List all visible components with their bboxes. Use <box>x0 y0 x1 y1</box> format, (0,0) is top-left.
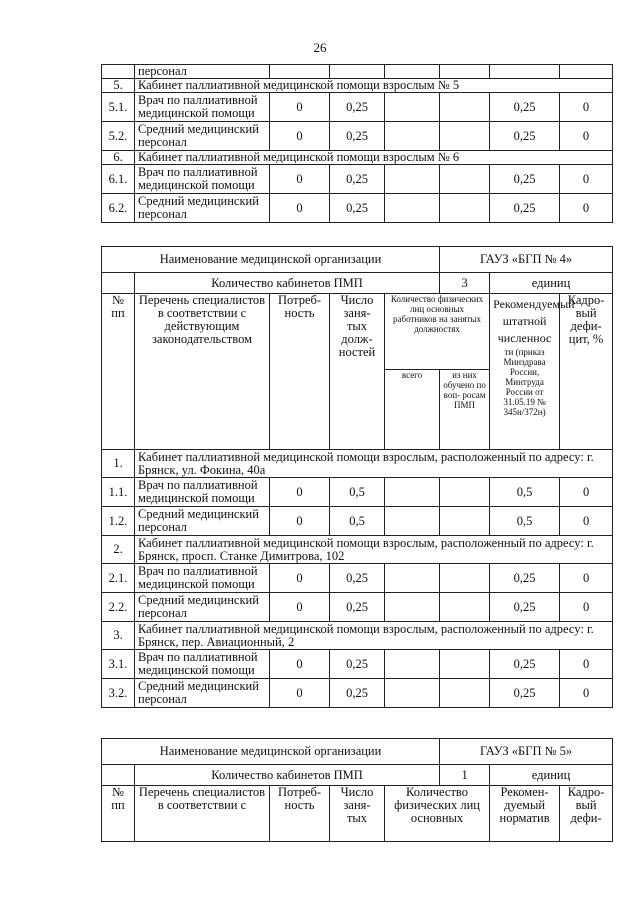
row-deficit: 0 <box>560 679 613 708</box>
table-row <box>102 122 613 151</box>
section-number: 6. <box>102 151 135 165</box>
org-label: Наименование медицинской организации <box>102 247 440 273</box>
row-need: 0 <box>270 564 330 593</box>
row-recommended: 0,25 <box>490 564 560 593</box>
row-trained <box>440 93 490 122</box>
row-trained <box>440 679 490 708</box>
row-need: 0 <box>270 93 330 122</box>
row-need: 0 <box>270 593 330 622</box>
row-specialist: Врач по паллиативной медицинской помощи <box>135 93 270 122</box>
row-specialist: Врач по паллиативной медицинской помощи <box>135 564 270 593</box>
row-trained <box>440 478 490 507</box>
header-recommended <box>490 294 575 450</box>
row-recommended: 0,25 <box>490 165 560 194</box>
staffing-table-bgp5 <box>101 738 613 842</box>
row-trained <box>440 650 490 679</box>
row-total <box>385 564 440 593</box>
row-need: 0 <box>270 122 330 151</box>
row-recommended: 0,25 <box>490 593 560 622</box>
row-number: 6.2. <box>102 194 135 223</box>
row-specialist: Средний медицинский персонал <box>135 194 270 223</box>
section-row <box>102 450 613 478</box>
row-recommended: 0,5 <box>490 507 560 536</box>
cabinet-count-unit: единиц <box>490 273 613 294</box>
row-empty <box>440 65 490 79</box>
row-positions: 0,5 <box>330 478 385 507</box>
row-deficit: 0 <box>560 194 613 223</box>
row-need: 0 <box>270 679 330 708</box>
row-need: 0 <box>270 478 330 507</box>
row-number: 2.2. <box>102 593 135 622</box>
section-row <box>102 536 613 564</box>
header-positions: Число заня- тых долж- ностей <box>330 294 385 450</box>
row-empty <box>330 65 385 79</box>
row-need: 0 <box>270 165 330 194</box>
table-row <box>102 165 613 194</box>
row-trained <box>440 194 490 223</box>
table-row <box>102 93 613 122</box>
row-total <box>385 507 440 536</box>
section-row <box>102 151 613 165</box>
cabinet-count-value: 1 <box>440 765 490 786</box>
row-specialist: Средний медицинский персонал <box>135 679 270 708</box>
row-number: 3.1. <box>102 650 135 679</box>
header-need: Потреб- ность <box>270 294 330 450</box>
row-positions: 0,5 <box>330 507 385 536</box>
row-deficit: 0 <box>560 478 613 507</box>
row-positions: 0,25 <box>330 93 385 122</box>
header-trained: из них обучено по воп- росам ПМП <box>440 370 490 450</box>
org-name: ГАУЗ «БГП № 5» <box>440 739 613 765</box>
section-number: 5. <box>102 79 135 93</box>
cabinet-count-label: Количество кабинетов ПМП <box>135 273 440 294</box>
header-specialists: Перечень специалистов в соответствии с <box>135 786 270 842</box>
table-row <box>102 593 613 622</box>
row-positions: 0,25 <box>330 593 385 622</box>
staffing-table-bgp4 <box>101 246 613 708</box>
header-employee-count: Количество физических лиц основных работников на занятых должностях <box>385 294 490 370</box>
cabinet-count-label: Количество кабинетов ПМП <box>135 765 440 786</box>
row-total <box>385 478 440 507</box>
row-empty <box>385 65 440 79</box>
row-total <box>385 194 440 223</box>
row-number <box>102 65 135 79</box>
row-number: 5.2. <box>102 122 135 151</box>
row-total <box>385 93 440 122</box>
header-positions: Число заня- тых <box>330 786 385 842</box>
row-positions: 0,25 <box>330 122 385 151</box>
row-trained <box>440 122 490 151</box>
header-specialists: Перечень специалистов в соответствии с действующим законодательством <box>135 294 270 450</box>
table-row <box>102 679 613 708</box>
header-number: № пп <box>102 786 135 842</box>
section-number: 1. <box>102 450 135 478</box>
org-label: Наименование медицинской организации <box>102 739 440 765</box>
section-number: 2. <box>102 536 135 564</box>
row-specialist: Средний медицинский персонал <box>135 122 270 151</box>
page-number: 26 <box>313 40 327 55</box>
row-specialist: Врач по паллиативной медицинской помощи <box>135 478 270 507</box>
row-empty <box>490 65 560 79</box>
section-row <box>102 622 613 650</box>
header-total: всего <box>385 370 440 450</box>
row-recommended: 0,25 <box>490 194 560 223</box>
row-total <box>385 165 440 194</box>
row-number: 5.1. <box>102 93 135 122</box>
section-title: Кабинет паллиативной медицинской помощи взрослым № 5 <box>135 79 613 93</box>
header-recommended-order: ти (приказ Минздрава России, Минтруда России от 31.05.19 № 345н/372н) <box>503 347 546 417</box>
section-number: 3. <box>102 622 135 650</box>
row-positions: 0,25 <box>330 165 385 194</box>
row-trained <box>440 507 490 536</box>
row-deficit: 0 <box>560 165 613 194</box>
row-need: 0 <box>270 507 330 536</box>
row-number: 3.2. <box>102 679 135 708</box>
row-deficit: 0 <box>560 122 613 151</box>
table-row <box>102 65 613 79</box>
header-number: № пп <box>102 294 135 450</box>
cabinet-count-unit: единиц <box>490 765 613 786</box>
section-title: Кабинет паллиативной медицинской помощи взрослым, расположенный по адресу: г. Брянск, ул. Фокина, 40а <box>135 450 613 478</box>
row-total <box>385 122 440 151</box>
row-trained <box>440 564 490 593</box>
row-recommended: 0,5 <box>490 478 560 507</box>
row-need: 0 <box>270 194 330 223</box>
row-total <box>385 679 440 708</box>
header-employee-count: Количество физических лиц основных <box>385 786 490 842</box>
row-empty <box>270 65 330 79</box>
row-number: 6.1. <box>102 165 135 194</box>
row-recommended: 0,25 <box>490 679 560 708</box>
header-recommended: Рекомен- дуемый норматив <box>490 786 560 842</box>
row-empty <box>560 65 613 79</box>
header-deficit: Кадро- вый дефи- цит, % <box>560 294 613 450</box>
header-recommended-main: Рекомендуемый штатной численнос <box>493 297 575 345</box>
row-deficit: 0 <box>560 564 613 593</box>
row-total <box>385 650 440 679</box>
table-row <box>102 564 613 593</box>
row-positions: 0,25 <box>330 564 385 593</box>
row-specialist: Средний медицинский персонал <box>135 507 270 536</box>
row-recommended: 0,25 <box>490 650 560 679</box>
cabinet-count-value: 3 <box>440 273 490 294</box>
section-title: Кабинет паллиативной медицинской помощи взрослым, расположенный по адресу: г. Брянск, пер. Авиационный, 2 <box>135 622 613 650</box>
header-need: Потреб- ность <box>270 786 330 842</box>
table-row <box>102 478 613 507</box>
org-name: ГАУЗ «БГП № 4» <box>440 247 613 273</box>
row-recommended: 0,25 <box>490 122 560 151</box>
table-row <box>102 650 613 679</box>
section-row <box>102 79 613 93</box>
row-positions: 0,25 <box>330 650 385 679</box>
row-deficit: 0 <box>560 93 613 122</box>
section-title: Кабинет паллиативной медицинской помощи взрослым, расположенный по адресу: г. Брянск, просп. Станке Димитрова, 102 <box>135 536 613 564</box>
row-number: 1.2. <box>102 507 135 536</box>
row-deficit: 0 <box>560 507 613 536</box>
row-positions: 0,25 <box>330 194 385 223</box>
row-positions: 0,25 <box>330 679 385 708</box>
row-specialist: Врач по паллиативной медицинской помощи <box>135 650 270 679</box>
row-trained <box>440 593 490 622</box>
table-row <box>102 194 613 223</box>
row-trained <box>440 165 490 194</box>
row-total <box>385 593 440 622</box>
row-deficit: 0 <box>560 593 613 622</box>
row-number: 1.1. <box>102 478 135 507</box>
row-specialist: Врач по паллиативной медицинской помощи <box>135 165 270 194</box>
table-row <box>102 507 613 536</box>
row-recommended: 0,25 <box>490 93 560 122</box>
row-deficit: 0 <box>560 650 613 679</box>
row-number: 2.1. <box>102 564 135 593</box>
row-specialist: Средний медицинский персонал <box>135 593 270 622</box>
section-title: Кабинет паллиативной медицинской помощи взрослым № 6 <box>135 151 613 165</box>
header-deficit: Кадро- вый дефи- <box>560 786 613 842</box>
staffing-table-continued <box>101 64 613 223</box>
row-need: 0 <box>270 650 330 679</box>
row-specialist: персонал <box>135 65 270 79</box>
